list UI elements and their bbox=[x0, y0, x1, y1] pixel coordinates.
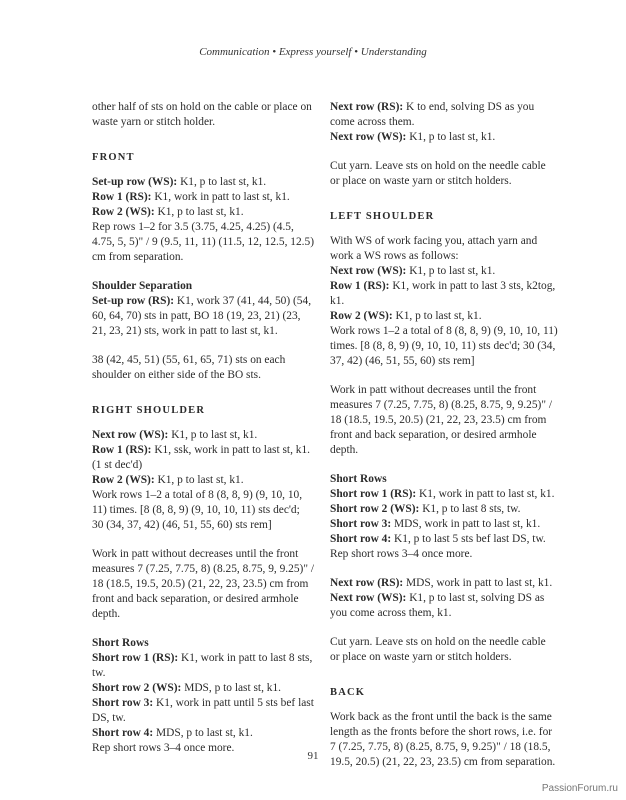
instruction-line: Short row 1 (RS): K1, work in patt to last 8 sts, tw. bbox=[92, 652, 313, 679]
instruction-line: Short row 1 (RS): K1, work in patt to last st, k1. bbox=[330, 488, 555, 500]
next-rows-block bbox=[330, 576, 558, 621]
instruction-line: Row 1 (RS): K1, work in patt to last st, k1. bbox=[92, 191, 290, 203]
subheading-short-rows: Short Rows bbox=[92, 637, 149, 649]
section-heading-left-shoulder: LEFT SHOULDER bbox=[330, 211, 435, 222]
instruction-line: Work rows 1–2 a total of 8 (8, 8, 9) (9, 10, 10, 11) times. [8 (8, 8, 9) (9, 10, 10, 11) sts dec'd; 30 (34, 37, 42) (46, 51, 55, 60) sts rem] bbox=[92, 489, 303, 531]
instruction-line: Short row 3: K1, work in patt until 5 sts bef last DS, tw. bbox=[92, 697, 314, 724]
section-heading-right-shoulder: RIGHT SHOULDER bbox=[92, 405, 206, 416]
instruction-line: Row 1 (RS): K1, ssk, work in patt to last st, k1. (1 st dec'd) bbox=[92, 444, 311, 471]
instruction-line: Short row 2 (WS): K1, p to last 8 sts, tw. bbox=[330, 503, 521, 515]
work-pattern-paragraph bbox=[330, 383, 558, 458]
instruction-line: Next row (RS): MDS, work in patt to last st, k1. bbox=[330, 577, 553, 589]
instruction-line: Next row (WS): K1, p to last st, k1. bbox=[330, 265, 496, 277]
instruction-line: Short row 3: MDS, work in patt to last st, k1. bbox=[330, 518, 541, 530]
instruction-line: Set-up row (WS): K1, p to last st, k1. bbox=[92, 176, 267, 188]
instruction-line: Row 1 (RS): K1, work in patt to last 3 sts, k2tog, k1. bbox=[330, 280, 556, 307]
instruction-line: Short row 4: MDS, p to last st, k1. bbox=[92, 727, 253, 739]
instruction-line: Set-up row (RS): K1, work 37 (41, 44, 50) (54, 60, 64, 70) sts in patt, BO 18 (19, 23, 21) (23, 21, 23, 21) sts, work in patt to last st, k1. bbox=[92, 295, 312, 337]
continuation-rows bbox=[330, 100, 558, 145]
instruction-line: Short row 4: K1, p to last 5 sts bef last DS, tw. bbox=[330, 533, 546, 545]
work-pattern-text: Work in patt without decreases until the front measures 7 (7.25, 7.75, 8) (8.25, 8.75, 9, 9.25)" / 18 (18.5, 19.5, 20.5) (21, 22, 23, 23.5) cm from front and back separation, or desired armhole depth. bbox=[330, 384, 552, 456]
subheading-shoulder-separation: Shoulder Separation bbox=[92, 280, 193, 292]
cut-yarn-text: Cut yarn. Leave sts on hold on the needle cable or place on waste yarn or stitch holders. bbox=[330, 160, 546, 187]
instruction-line: Row 2 (WS): K1, p to last st, k1. bbox=[330, 310, 482, 322]
back-text: Work back as the front until the back is the same length as the fronts before the short rows, i.e. for 7 (7.25, 7.75, 8) (8.25, 8.75, 9, 9.25)" / 18 (18.5, 19.5, 20.5) (21, 22, 23, 23.5) cm from separation. bbox=[330, 711, 556, 768]
instruction-line: Next row (RS): K to end, solving DS as you come across them. bbox=[330, 101, 535, 128]
right-shoulder-instructions bbox=[92, 428, 314, 533]
right-column bbox=[330, 100, 558, 784]
running-header: Communication • Express yourself • Understanding bbox=[199, 46, 427, 58]
instruction-line: Next row (WS): K1, p to last st, k1. bbox=[92, 429, 258, 441]
left-column bbox=[92, 100, 314, 770]
shoulder-separation bbox=[92, 279, 314, 339]
cut-yarn-paragraph bbox=[330, 159, 558, 189]
instruction-line: Work rows 1–2 a total of 8 (8, 8, 9) (9, 10, 10, 11) times. [8 (8, 8, 9) (9, 10, 10, 11) sts dec'd; 30 (34, 37, 42) (46, 51, 55, 60) sts rem] bbox=[330, 325, 558, 367]
work-pattern-paragraph bbox=[92, 547, 314, 622]
instruction-line: Rep short rows 3–4 once more. bbox=[92, 742, 235, 754]
instruction-line: With WS of work facing you, attach yarn and work a WS rows as follows: bbox=[330, 235, 538, 262]
instruction-line: Next row (WS): K1, p to last st, k1. bbox=[330, 131, 496, 143]
stitch-count-text: 38 (42, 45, 51) (55, 61, 65, 71) sts on each shoulder on either side of the BO sts. bbox=[92, 354, 286, 381]
short-rows-block bbox=[330, 472, 558, 562]
section-heading-back: BACK bbox=[330, 687, 366, 698]
front-instructions bbox=[92, 175, 314, 265]
subheading-short-rows: Short Rows bbox=[330, 473, 387, 485]
page-number: 91 bbox=[307, 750, 319, 762]
instruction-line: Next row (WS): K1, p to last st, solving DS as you come across them, k1. bbox=[330, 592, 545, 619]
work-pattern-text: Work in patt without decreases until the front measures 7 (7.25, 7.75, 8) (8.25, 8.75, 9, 9.25)" / 18 (18.5, 19.5, 20.5) (21, 22, 23, 23.5) cm from front and back separation, or desired armhole depth. bbox=[92, 548, 314, 620]
cut-yarn-text: Cut yarn. Leave sts on hold on the needle cable or place on waste yarn or stitch holders. bbox=[330, 636, 546, 663]
cut-yarn-paragraph bbox=[330, 635, 558, 665]
instruction-line: Row 2 (WS): K1, p to last st, k1. bbox=[92, 206, 244, 218]
site-watermark: PassionForum.ru bbox=[541, 783, 618, 794]
intro-paragraph bbox=[92, 100, 314, 130]
left-shoulder-instructions bbox=[330, 234, 558, 369]
stitch-count-paragraph bbox=[92, 353, 314, 383]
section-heading-front: FRONT bbox=[92, 152, 135, 163]
instruction-line: Row 2 (WS): K1, p to last st, k1. bbox=[92, 474, 244, 486]
instruction-line: Rep rows 1–2 for 3.5 (3.75, 4.25, 4.25) (4.5, 4.75, 5, 5)" / 9 (9.5, 11, 11) (11.5, 12, 12.5, 12.5) cm from separation. bbox=[92, 221, 314, 263]
short-rows-block bbox=[92, 636, 314, 756]
intro-text: other half of sts on hold on the cable or place on waste yarn or stitch holder. bbox=[92, 101, 312, 128]
instruction-line: Rep short rows 3–4 once more. bbox=[330, 548, 473, 560]
instruction-line: Short row 2 (WS): MDS, p to last st, k1. bbox=[92, 682, 282, 694]
